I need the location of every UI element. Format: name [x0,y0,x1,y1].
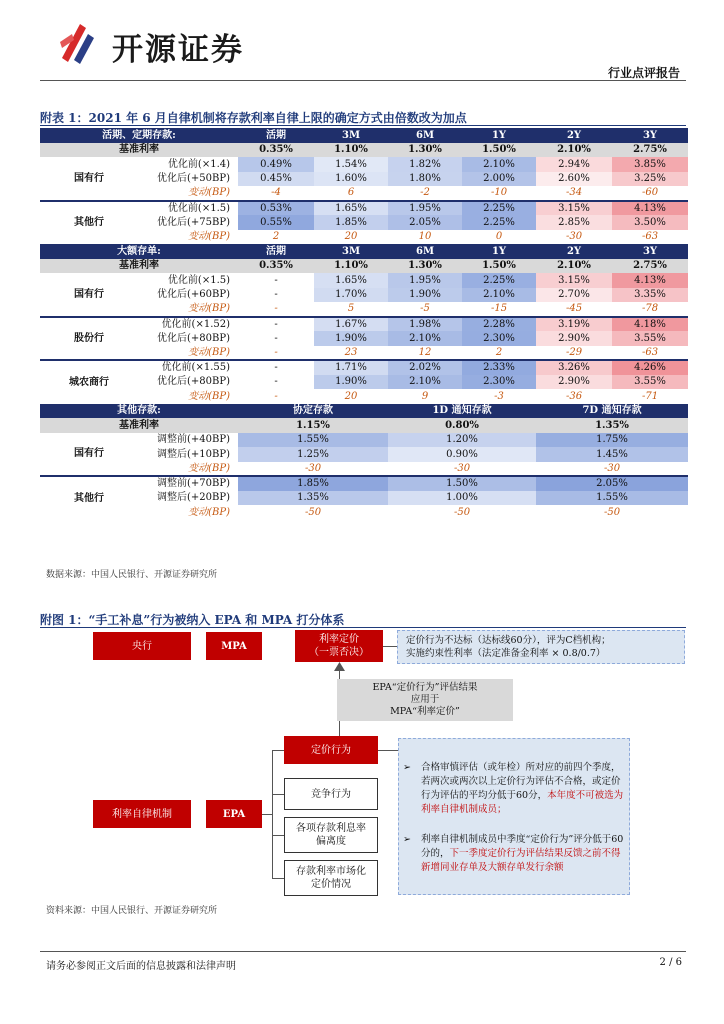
table-row [40,157,688,172]
rate-cell: 1.25% [238,447,388,462]
rate-cell: 0.49% [238,157,314,172]
rate-pricing-veto: （一票否决） [309,647,369,658]
column-header: 1D 通知存款 [388,404,536,419]
column-header: 6M [388,244,462,259]
base-rate-value: 1.50% [462,143,536,158]
base-rate-value: 1.10% [314,259,388,274]
rate-cell: 2.25% [462,273,536,288]
tree-branch [272,835,284,836]
table-row [40,288,688,303]
figure-title-underline [40,627,686,628]
rate-cell: 0.90% [388,447,536,462]
market-pricing-box [284,860,378,896]
row-label: 优化前(×1.4) [138,157,238,172]
rate-cell: 1.54% [314,157,388,172]
table-header-row [40,404,688,419]
table-title: 附表 1：2021 年 6 月自律机制将存款利率自律上限的确定方式由倍数改为加点 [40,111,467,125]
company-name: 开源证券 [112,32,244,68]
base-rate-value: 2.10% [536,259,612,274]
rate-cell: 0 [462,230,536,245]
epa-result-line2: 应用于 [410,694,440,705]
section-header: 大额存单: [40,244,238,259]
rate-cell: 4.13% [612,201,688,216]
rate-cell: - [238,360,314,375]
table-row [40,230,688,245]
arrow-up-icon [334,662,345,671]
epa-result-line3: MPA“利率定价” [390,706,460,717]
market-pricing-label-1: 存款利率市场化 [296,866,366,877]
row-label: 变动(BP) [138,230,238,245]
table-row [40,302,688,317]
row-label: 优化后(+50BP) [138,172,238,187]
row-label: 变动(BP) [138,505,238,520]
rate-cell: - [274,332,278,344]
rate-cell: 1.20% [388,433,536,448]
row-label: 变动(BP) [138,186,238,201]
mpa-note-line2: 实施约束性利率（法定准备金利率 × 0.8/0.7） [406,648,606,659]
rate-cell: -10 [462,186,536,201]
rate-cell: - [238,302,314,317]
central-bank-box [93,632,191,660]
note1-text: 合格审慎评估（或年检）所对应的前四个季度， [421,762,621,773]
deviation-label-1: 各项存款利息率 [296,823,366,834]
column-header: 3M [314,244,388,259]
rate-cell: -29 [536,346,612,361]
note2-text: 利率自律机制成员中季度“定价行为”评分低于 [421,834,612,845]
base-rate-value: 1.30% [388,259,462,274]
column-header: 1Y [462,244,536,259]
rate-cell: - [238,346,314,361]
base-rate-row [40,143,688,158]
rate-cell: 3.25% [612,172,688,187]
row-label: 调整前(+40BP) [138,433,238,448]
rate-cell: 6 [314,186,388,201]
epa-box [206,800,262,828]
rate-cell: 1.85% [314,215,388,230]
mechanism-label: 利率自律机制 [112,808,172,820]
deviation-label-2: 偏离度 [316,836,346,847]
rate-cell: 1.45% [536,447,688,462]
rate-cell: - [274,289,278,301]
rate-cell: 2.30% [462,331,536,346]
disclaimer: 请务必参阅正文后面的信息披露和法律声明 [46,961,236,972]
rate-cell: 1.85% [238,476,388,491]
section-header: 其他存款: [40,404,238,419]
table-row [40,433,688,448]
rate-cell: -5 [388,302,462,317]
rate-cell: 3.15% [536,201,612,216]
rate-cell: - [274,376,278,388]
rate-cell: -60 [612,186,688,201]
base-rate-value: 1.15% [238,418,388,433]
rate-cell: 2 [238,230,314,245]
rate-cell: 4.18% [612,317,688,332]
rate-cell: - [238,317,314,332]
column-header: 3Y [612,244,688,259]
row-label: 变动(BP) [138,462,238,477]
rate-cell: 1.00% [388,491,536,506]
tree-branch [272,878,284,879]
table-row [40,505,688,520]
column-header: 7D 通知存款 [536,404,688,419]
figure-source: 资料来源：中国人民银行、开源证券研究所 [46,906,218,916]
tree-branch [272,750,284,751]
rate-cell: 1.90% [388,288,462,303]
table-source: 数据来源：中国人民银行、开源证券研究所 [46,570,218,580]
table-row [40,215,688,230]
table-row [40,447,688,462]
rate-cell: -3 [462,389,536,404]
rate-cell: 10 [388,230,462,245]
rate-cell: -71 [612,389,688,404]
rate-cell: 2.10% [388,331,462,346]
rate-cell: -63 [612,346,688,361]
rate-cell: 1.70% [314,288,388,303]
rate-cell: 1.55% [536,491,688,506]
rate-cell: 3.15% [536,273,612,288]
base-rate-row [40,259,688,274]
rate-cell: 3.35% [612,288,688,303]
rate-cell: 2.00% [462,172,536,187]
mechanism-box [93,800,191,828]
rate-cell: 1.90% [314,375,388,390]
rate-cell: -45 [536,302,612,317]
rate-cell: 1.95% [388,201,462,216]
note2-highlight: 不得新增同业存单及大额存单发行余额 [421,848,621,873]
row-label: 变动(BP) [138,346,238,361]
rate-cell: 1.75% [536,433,688,448]
bank-name: 国有行 [40,433,138,477]
base-rate-value: 2.10% [536,143,612,158]
base-rate-value: 0.80% [388,418,536,433]
section-header: 活期、定期存款: [40,128,238,143]
rate-cell: 20 [314,230,388,245]
table-row [40,346,688,361]
rate-cell: 2.10% [462,157,536,172]
rate-cell: 3.55% [612,331,688,346]
rate-cell: -63 [612,230,688,245]
rate-cell: 1.95% [388,273,462,288]
header-divider [40,80,686,81]
central-bank-label: 央行 [132,640,152,652]
rate-cell: 1.35% [238,491,388,506]
base-rate-value: 1.30% [388,143,462,158]
rate-cell: 2.70% [536,288,612,303]
pricing-behavior-box [284,736,378,764]
rate-cell: - [238,389,314,404]
report-type: 行业点评报告 [607,66,680,80]
rate-cell: 2.05% [388,215,462,230]
pricing-behavior-label: 定价行为 [311,744,351,756]
rate-cell: 2.90% [536,375,612,390]
tree-branch [272,794,284,795]
rate-cell: -2 [388,186,462,201]
rate-cell: 9 [388,389,462,404]
rate-cell: 2.02% [388,360,462,375]
column-header: 活期 [238,128,314,143]
bank-name: 股份行 [40,317,138,361]
table-row [40,273,688,288]
column-header: 6M [388,128,462,143]
rate-cell: 2.25% [462,215,536,230]
row-label: 优化后(+60BP) [138,288,238,303]
mpa-note-box [397,630,685,664]
row-label: 优化前(×1.5) [138,201,238,216]
row-label: 优化后(+75BP) [138,215,238,230]
bank-name: 城农商行 [40,360,138,404]
rate-cell: -50 [238,505,388,520]
rate-cell: 1.65% [314,273,388,288]
bank-name: 其他行 [40,476,138,520]
base-rate-row [40,418,688,433]
note1-highlight: 选为利率自律机制成员； [421,790,624,815]
base-rate-value: 1.10% [314,143,388,158]
deposit-rate-table [40,128,688,520]
rate-pricing-label: 利率定价 [319,634,359,645]
rate-cell: -78 [612,302,688,317]
table-row [40,375,688,390]
rate-cell: 2.30% [462,375,536,390]
rate-cell: -15 [462,302,536,317]
table-row [40,201,688,216]
rate-cell: 3.55% [612,375,688,390]
rate-cell: -30 [536,462,688,477]
rate-cell: 1.50% [388,476,536,491]
base-rate-value: 2.75% [612,259,688,274]
epa-note-box [398,738,630,895]
table-row [40,360,688,375]
note2-text: 60分的， [421,834,624,859]
rate-cell: - [274,274,278,286]
row-label: 变动(BP) [138,389,238,404]
rate-cell: 1.60% [314,172,388,187]
rate-cell: 12 [388,346,462,361]
market-pricing-label-2: 定价情况 [311,879,351,890]
column-header: 3Y [612,128,688,143]
page-number: 2 / 6 [659,957,682,968]
table-title-underline [40,125,686,126]
rate-cell: 2.25% [462,201,536,216]
rate-cell: -36 [536,389,612,404]
note1-highlight: 本年度不可被 [547,790,605,801]
rate-cell: 0.45% [238,172,314,187]
table-row [40,462,688,477]
row-label: 调整后(+20BP) [138,491,238,506]
rate-cell: 3.50% [612,215,688,230]
rate-cell: 3.26% [536,360,612,375]
epa-note-1 [403,761,627,817]
epa-label: EPA [222,808,246,820]
deviation-box [284,817,378,853]
column-header: 协定存款 [238,404,388,419]
company-logo-icon [58,20,98,64]
rate-cell: 1.98% [388,317,462,332]
rate-cell: 2.28% [462,317,536,332]
rate-cell: -30 [238,462,388,477]
rate-cell: 20 [314,389,388,404]
base-rate-value: 0.35% [238,143,314,158]
rate-cell: -50 [388,505,536,520]
table-row [40,476,688,491]
connector [378,750,398,751]
competition-label: 竞争行为 [311,788,351,800]
row-label: 优化后(+80BP) [138,331,238,346]
rate-cell: 3.85% [612,157,688,172]
rate-cell: 2.60% [536,172,612,187]
column-header: 活期 [238,244,314,259]
rate-cell: -4 [238,186,314,201]
rate-pricing-box [295,630,383,662]
column-header: 2Y [536,128,612,143]
bullet-arrow-icon: ➢ [403,762,411,773]
table-row [40,172,688,187]
epa-note-2 [403,833,627,875]
row-label: 优化前(×1.52) [138,317,238,332]
tree-trunk [272,750,273,878]
rate-cell: -34 [536,186,612,201]
rate-cell: 1.65% [314,201,388,216]
rate-cell: 1.67% [314,317,388,332]
rate-cell: 1.90% [314,331,388,346]
base-rate-value: 1.35% [536,418,688,433]
row-label: 调整前(+70BP) [138,476,238,491]
rate-cell: 2.10% [462,288,536,303]
tree-stem [262,814,272,815]
rate-cell: 2.85% [536,215,612,230]
bank-name: 国有行 [40,157,138,201]
footer-divider [40,951,686,952]
mpa-box [206,632,262,660]
note2-highlight: 下一季度定价行为评估结果反馈之前 [449,848,602,859]
figure-title: 附图 1：“手工补息”行为被纳入 EPA 和 MPA 打分体系 [40,613,345,627]
rate-cell: 1.55% [238,433,388,448]
connector [383,646,397,647]
table-header-row [40,128,688,143]
row-label: 变动(BP) [138,302,238,317]
rate-cell: 23 [314,346,388,361]
base-rate-label: 基准利率 [40,418,238,433]
row-label: 优化前(×1.5) [138,273,238,288]
base-rate-value: 1.50% [462,259,536,274]
rate-cell: 2.10% [388,375,462,390]
mpa-note-line1: 定价行为不达标（达标线60分），评为C档机构； [406,635,611,646]
rate-cell: 3.19% [536,317,612,332]
rate-cell: 0.55% [238,215,314,230]
column-header: 3M [314,128,388,143]
rate-cell: 1.82% [388,157,462,172]
table-row [40,186,688,201]
row-label: 优化后(+80BP) [138,375,238,390]
table-row [40,317,688,332]
rate-cell: -30 [536,230,612,245]
rate-cell: -50 [536,505,688,520]
rate-cell: 4.13% [612,273,688,288]
epa-result-box [337,679,513,721]
base-rate-label: 基准利率 [40,143,238,158]
table-row [40,491,688,506]
row-label: 优化前(×1.55) [138,360,238,375]
bank-name: 国有行 [40,273,138,317]
base-rate-label: 基准利率 [40,259,238,274]
rate-cell: 2.90% [536,331,612,346]
rate-cell: 2 [462,346,536,361]
rate-cell: 2.33% [462,360,536,375]
note1-text: 价行为评估的平均分低于60分， [421,776,621,801]
rate-cell: 1.80% [388,172,462,187]
table-header-row [40,244,688,259]
competition-box [284,778,378,810]
mpa-label: MPA [221,640,247,652]
rate-cell: 2.05% [536,476,688,491]
epa-result-line1: EPA“定价行为”评估结果 [372,682,478,693]
base-rate-value: 2.75% [612,143,688,158]
rate-cell: 1.71% [314,360,388,375]
column-header: 2Y [536,244,612,259]
table-row [40,389,688,404]
bullet-arrow-icon: ➢ [403,834,411,845]
row-label: 调整后(+10BP) [138,447,238,462]
rate-cell: -30 [388,462,536,477]
bank-name: 其他行 [40,201,138,245]
rate-cell: 5 [314,302,388,317]
table-row [40,331,688,346]
rate-cell: 2.94% [536,157,612,172]
rate-cell: 0.53% [238,201,314,216]
note1-text: 若两次或两次以上定价行为评估不合格，或定 [421,776,612,787]
rate-cell: 4.26% [612,360,688,375]
column-header: 1Y [462,128,536,143]
base-rate-value: 0.35% [238,259,314,274]
